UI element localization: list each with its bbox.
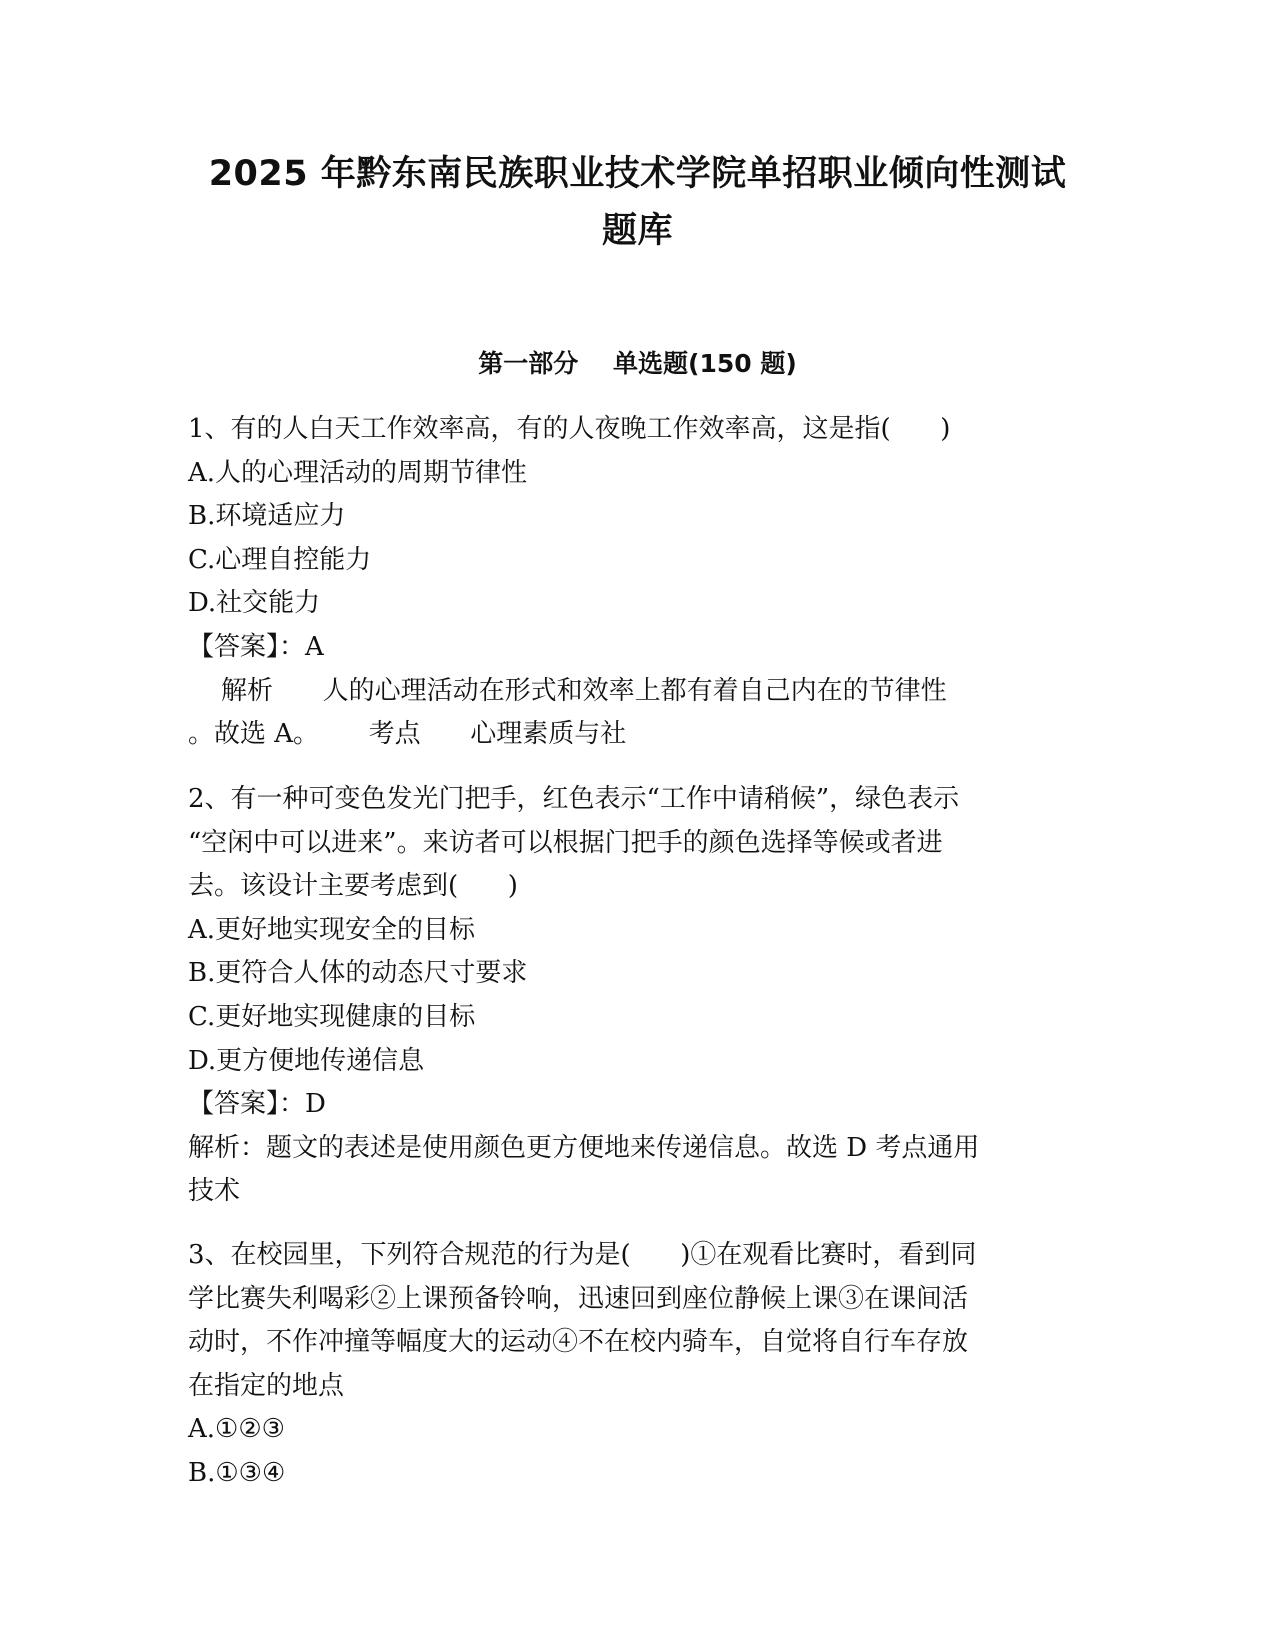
- question-2: [188, 778, 1088, 1214]
- question-stem: 1、有的人白天工作效率高，有的人夜晚工作效率高，这是指( ): [188, 414, 951, 444]
- option-a: A.人的心理活动的周期节律性: [188, 457, 528, 488]
- question-stem: 动时，不作冲撞等幅度大的运动④不在校内骑车，自觉将自行车存放: [188, 1327, 969, 1358]
- document-title: [150, 146, 1125, 260]
- option-a: A.更好地实现安全的目标: [188, 914, 476, 945]
- option-d: D.社交能力: [188, 588, 321, 619]
- analysis-line: 解析：题文的表述是使用颜色更方便地来传递信息。故选 D 考点通用: [188, 1132, 980, 1163]
- document-title-line: 题库: [601, 211, 673, 251]
- question-stem: 3、在校园里，下列符合规范的行为是( )①在观看比赛时，看到同: [188, 1240, 977, 1270]
- question-1: [188, 408, 1088, 757]
- option-b: B.更符合人体的动态尺寸要求: [188, 958, 528, 989]
- question-stem: 2、有一种可变色发光门把手，红色表示“工作中请稍候”，绿色表示: [188, 784, 960, 814]
- option-d: D.更方便地传递信息: [188, 1045, 425, 1076]
- answer-label: 【答案】：D: [188, 1089, 326, 1120]
- question-3: [188, 1234, 1088, 1496]
- option-a: A.①②③: [188, 1414, 285, 1445]
- question-stem: 去。该设计主要考虑到( ): [188, 871, 518, 902]
- analysis-line: 技术: [188, 1176, 241, 1207]
- question-stem: 学比赛失利喝彩②上课预备铃响，迅速回到座位静候上课③在课间活: [188, 1283, 969, 1314]
- question-stem: “空闲中可以进来”。来访者可以根据门把手的颜色选择等候或者进: [188, 827, 943, 858]
- option-c: C.心理自控能力: [188, 544, 372, 575]
- option-b: B.环境适应力: [188, 501, 346, 532]
- analysis-line: 。故选 A。 考点 心理素质与社: [188, 719, 627, 750]
- option-c: C.更好地实现健康的目标: [188, 1001, 476, 1032]
- question-stem: 在指定的地点: [188, 1370, 345, 1401]
- section-heading: 第一部分 单选题(150 题): [478, 349, 797, 378]
- document-title-line: 2025 年黔东南民族职业技术学院单招职业倾向性测试: [208, 154, 1067, 194]
- answer-label: 【答案】：A: [188, 631, 324, 662]
- analysis-line: 解析 人的心理活动在形式和效率上都有着自己内在的节律性: [188, 675, 947, 706]
- option-b: B.①③④: [188, 1457, 286, 1488]
